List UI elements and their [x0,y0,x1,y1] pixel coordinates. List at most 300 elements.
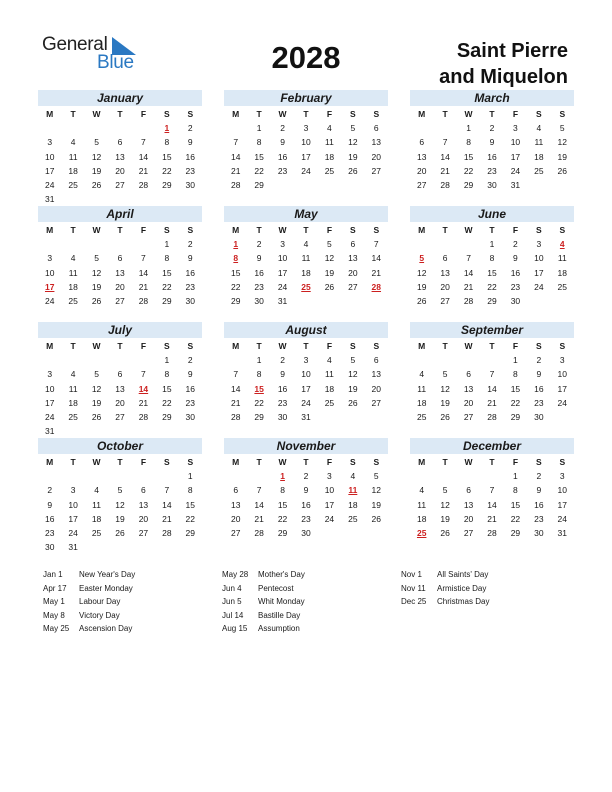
day-cell: 3 [47,369,53,380]
day-cell: 25 [324,165,335,176]
day-empty [108,121,131,135]
day-cell: 1 [489,239,495,249]
day-empty [61,121,84,135]
day-empty [108,237,131,251]
day-cell: 24 [557,397,568,408]
day-cell: 4 [536,123,542,133]
day-cell: 11 [301,253,311,264]
day-grid [224,353,388,424]
day-cell: 26 [91,412,102,423]
day-cell: 10 [534,253,544,264]
holiday-day: 14 [138,383,149,394]
day-cell: 12 [91,267,102,278]
day-cell: 2 [489,123,495,133]
weekday-label: S [187,457,194,467]
day-cell: 8 [164,369,170,380]
day-cell: 29 [230,296,241,307]
day-cell: 15 [463,151,474,162]
day-cell: 7 [233,369,239,380]
day-cell: 22 [230,281,241,292]
day-cell: 22 [254,397,264,408]
holiday-day: 11 [348,485,358,496]
weekday-label: T [117,109,123,119]
weekday-label: F [512,341,519,351]
day-cell: 15 [162,383,172,394]
weekday-label: S [559,341,566,351]
day-cell: 7 [442,137,448,148]
day-cell: 31 [44,426,55,437]
day-empty [457,353,480,367]
day-empty [132,237,155,251]
weekday-label: S [164,109,170,119]
day-cell: 1 [256,123,262,133]
day-cell: 31 [277,296,288,307]
day-cell: 5 [350,355,356,365]
holiday-name: Assumption [258,624,300,633]
day-cell: 16 [277,383,288,394]
day-cell: 17 [44,165,55,176]
day-cell: 21 [230,165,241,176]
day-cell: 22 [463,165,474,176]
day-cell: 25 [416,412,427,423]
day-cell: 16 [534,383,544,394]
day-cell: 8 [256,369,262,380]
day-cell: 21 [254,513,264,524]
month-march [410,90,574,192]
day-cell: 14 [230,151,241,162]
day-cell: 5 [559,123,565,133]
day-cell: 6 [466,485,471,496]
weekday-label: F [140,457,147,467]
day-cell: 19 [91,281,102,292]
day-empty [410,469,433,483]
day-cell: 27 [463,412,474,423]
day-cell: 2 [187,123,193,133]
day-cell: 25 [68,296,78,307]
day-cell: 30 [185,296,196,307]
day-cell: 22 [510,397,521,408]
day-cell: 14 [138,151,149,162]
day-cell: 25 [91,528,102,539]
day-cell: 17 [301,383,311,394]
day-cell: 3 [280,239,285,249]
day-cell: 27 [115,180,125,191]
day-cell: 26 [440,412,450,423]
day-cell: 14 [371,253,382,264]
day-cell: 2 [187,355,193,365]
day-cell: 20 [463,397,474,408]
weekday-label: T [117,457,123,467]
weekday-label: S [350,109,356,119]
weekday-label: F [512,109,519,119]
day-cell: 11 [417,383,427,394]
day-cell: 28 [138,180,149,191]
day-cell: 7 [373,239,379,249]
day-cell: 24 [44,412,55,423]
day-empty [224,121,247,135]
day-cell: 28 [138,296,149,307]
holiday-column [43,568,233,636]
day-cell: 23 [277,397,288,408]
day-cell: 18 [68,281,78,292]
day-cell: 21 [371,267,382,278]
day-cell: 21 [463,281,474,292]
day-grid [410,237,574,308]
weekday-label: W [278,109,287,119]
weekday-label: M [46,225,54,235]
month-name: March [410,90,574,106]
weekday-label: S [559,225,566,235]
day-cell: 30 [534,528,544,539]
weekday-label: T [70,109,76,119]
holiday-date: May 28 [222,570,249,579]
day-cell: 16 [185,151,196,162]
day-empty [38,121,61,135]
day-cell: 6 [350,239,356,249]
day-cell: 30 [277,412,288,423]
day-cell: 3 [47,137,53,148]
day-cell: 12 [348,369,358,380]
day-cell: 6 [233,485,239,496]
month-january [38,90,202,207]
holiday-date: Nov 1 [401,570,422,579]
day-grid [38,121,202,207]
day-cell: 9 [536,369,542,380]
day-cell: 3 [327,471,332,481]
day-cell: 31 [44,194,55,205]
day-cell: 4 [70,137,76,148]
day-cell: 26 [440,528,450,539]
day-cell: 22 [162,165,172,176]
day-cell: 6 [442,253,448,264]
logo-blue-text: Blue [97,52,134,73]
day-cell: 3 [559,355,565,365]
day-cell: 3 [47,253,53,264]
day-cell: 12 [115,499,125,510]
day-cell: 27 [463,528,474,539]
day-cell: 18 [534,151,544,162]
month-name: December [410,438,574,454]
day-cell: 10 [510,137,521,148]
holiday-entry [43,622,233,636]
day-cell: 8 [466,137,471,148]
day-cell: 18 [68,397,78,408]
day-cell: 12 [91,383,102,394]
country-line-2: and Miquelon [439,66,568,88]
day-cell: 17 [44,397,55,408]
holiday-name: Mother's Day [258,570,305,579]
day-cell: 16 [301,499,311,510]
holiday-day: 1 [233,239,239,249]
day-cell: 22 [277,513,288,524]
day-cell: 2 [536,471,542,481]
day-cell: 23 [277,165,288,176]
weekday-label: S [536,457,542,467]
day-cell: 16 [534,499,544,510]
weekday-row [224,223,388,237]
weekday-label: F [512,225,519,235]
day-cell: 16 [487,151,497,162]
day-cell: 6 [419,137,425,148]
day-cell: 1 [256,355,262,365]
day-cell: 20 [115,165,125,176]
day-cell: 21 [138,281,149,292]
day-cell: 20 [138,513,149,524]
day-cell: 2 [280,355,285,365]
day-cell: 11 [92,499,101,510]
day-cell: 18 [324,383,335,394]
day-cell: 21 [230,397,241,408]
day-cell: 24 [534,281,544,292]
day-cell: 2 [47,485,53,496]
day-cell: 23 [301,513,311,524]
day-cell: 8 [280,485,285,496]
day-cell: 14 [440,151,450,162]
day-empty [61,237,84,251]
day-cell: 29 [162,180,172,191]
day-cell: 26 [115,528,125,539]
weekday-label: S [164,225,170,235]
day-cell: 4 [70,369,76,380]
weekday-label: S [187,225,194,235]
day-cell: 29 [185,528,196,539]
day-cell: 24 [301,397,311,408]
weekday-label: W [92,341,101,351]
day-empty [480,469,503,483]
day-cell: 11 [417,499,427,510]
day-cell: 11 [68,151,78,162]
day-empty [85,469,108,483]
day-cell: 7 [141,253,146,264]
holiday-day: 5 [419,253,425,264]
day-cell: 8 [513,369,518,380]
day-cell: 6 [117,369,123,380]
holiday-day: 8 [233,253,239,264]
weekday-row [410,455,574,469]
day-cell: 28 [440,180,450,191]
month-august [224,322,388,424]
weekday-label: T [442,341,448,351]
day-cell: 13 [348,253,358,264]
day-cell: 7 [141,369,146,380]
holiday-date: May 8 [43,610,65,620]
holiday-entry [401,568,591,582]
day-cell: 8 [164,137,170,148]
day-cell: 17 [68,513,78,524]
day-cell: 24 [557,513,568,524]
day-cell: 24 [44,296,55,307]
day-cell: 8 [187,485,193,496]
day-empty [38,237,61,251]
day-cell: 27 [115,412,125,423]
day-empty [108,353,131,367]
day-cell: 28 [230,412,241,423]
day-cell: 20 [463,513,474,524]
day-cell: 2 [536,355,542,365]
weekday-label: T [256,109,262,119]
day-cell: 4 [350,471,356,481]
weekday-row [224,455,388,469]
holiday-entry [43,568,233,582]
day-cell: 2 [256,239,262,249]
holiday-entry [43,609,233,623]
weekday-label: S [559,457,566,467]
day-cell: 27 [138,528,149,539]
day-cell: 6 [373,123,379,133]
day-cell: 11 [557,253,567,264]
day-cell: 6 [117,137,123,148]
day-cell: 30 [301,528,311,539]
day-cell: 19 [324,267,335,278]
day-cell: 20 [371,151,382,162]
day-cell: 13 [371,137,382,148]
weekday-label: W [92,225,101,235]
day-cell: 5 [94,253,99,264]
day-cell: 18 [68,165,78,176]
weekday-label: S [536,341,542,351]
day-cell: 9 [303,485,309,496]
month-name: October [38,438,202,454]
day-cell: 10 [44,151,55,162]
day-cell: 10 [301,369,311,380]
day-cell: 21 [138,397,149,408]
weekday-label: M [232,225,240,235]
day-cell: 4 [419,485,425,496]
day-cell: 8 [164,253,170,264]
weekday-label: T [303,457,309,467]
day-cell: 26 [91,180,102,191]
weekday-row [38,455,202,469]
day-empty [457,469,480,483]
day-cell: 22 [254,165,264,176]
day-empty [85,353,108,367]
holiday-name: Christmas Day [437,597,490,606]
day-cell: 12 [371,485,382,496]
day-cell: 9 [187,369,193,380]
day-cell: 14 [487,383,497,394]
day-cell: 15 [277,499,288,510]
day-cell: 30 [510,296,521,307]
day-empty [155,469,178,483]
month-name: August [224,322,388,338]
day-cell: 16 [44,513,55,524]
holiday-name: New Year's Day [79,570,136,579]
holiday-day: 1 [164,123,170,133]
day-empty [433,237,456,251]
day-cell: 23 [534,397,544,408]
country-line-1: Saint Pierre [456,40,568,62]
weekday-label: W [464,341,473,351]
day-empty [433,353,456,367]
day-cell: 10 [68,499,78,510]
day-cell: 26 [416,296,427,307]
month-name: January [38,90,202,106]
logo-general-text: General [42,34,108,55]
day-grid [224,469,388,540]
day-cell: 22 [185,513,196,524]
day-cell: 14 [487,499,497,510]
day-cell: 14 [463,267,474,278]
weekday-label: W [92,109,101,119]
day-cell: 9 [536,485,542,496]
day-cell: 22 [162,281,172,292]
day-cell: 30 [44,542,55,553]
day-cell: 23 [185,397,196,408]
day-cell: 11 [325,137,334,148]
day-cell: 5 [327,239,332,249]
day-cell: 3 [536,239,542,249]
holiday-entry [222,609,412,623]
day-cell: 11 [68,383,78,394]
day-cell: 8 [513,485,518,496]
day-cell: 15 [510,383,521,394]
day-empty [132,469,155,483]
day-cell: 19 [91,165,102,176]
day-cell: 31 [301,412,311,423]
day-cell: 3 [303,355,309,365]
day-cell: 19 [416,281,427,292]
day-cell: 18 [91,513,102,524]
holiday-date: Aug 15 [222,624,248,633]
day-cell: 20 [348,267,358,278]
day-cell: 7 [164,485,170,496]
day-cell: 31 [68,542,78,553]
day-cell: 7 [141,137,146,148]
day-cell: 21 [440,165,450,176]
day-cell: 28 [230,180,241,191]
day-cell: 25 [68,412,78,423]
holiday-date: Jul 14 [222,610,244,620]
day-cell: 15 [185,499,196,510]
day-empty [38,353,61,367]
day-empty [108,469,131,483]
year-title: 2028 [271,40,341,75]
day-cell: 27 [230,528,241,539]
day-empty [132,353,155,367]
day-cell: 21 [162,513,172,524]
day-cell: 28 [162,528,172,539]
day-cell: 3 [303,123,309,133]
day-cell: 10 [324,485,335,496]
day-cell: 7 [256,485,262,496]
day-cell: 17 [324,499,335,510]
day-cell: 4 [419,369,425,380]
weekday-label: W [278,341,287,351]
day-cell: 20 [440,281,450,292]
day-cell: 21 [487,513,497,524]
day-cell: 25 [348,513,358,524]
month-may [224,206,388,308]
weekday-label: W [464,225,473,235]
month-july [38,322,202,439]
day-cell: 7 [489,369,495,380]
holiday-name: Whit Monday [258,597,305,606]
day-cell: 27 [371,397,382,408]
day-cell: 24 [324,513,335,524]
holiday-date: Dec 25 [401,597,427,606]
holiday-entry [43,582,233,596]
day-cell: 1 [513,355,518,365]
day-cell: 5 [442,369,448,380]
day-cell: 27 [371,165,382,176]
weekday-label: F [326,341,333,351]
day-cell: 1 [187,471,193,481]
day-cell: 20 [115,397,125,408]
day-cell: 9 [187,137,193,148]
day-cell: 17 [510,151,521,162]
weekday-label: W [278,457,287,467]
day-cell: 2 [303,471,309,481]
